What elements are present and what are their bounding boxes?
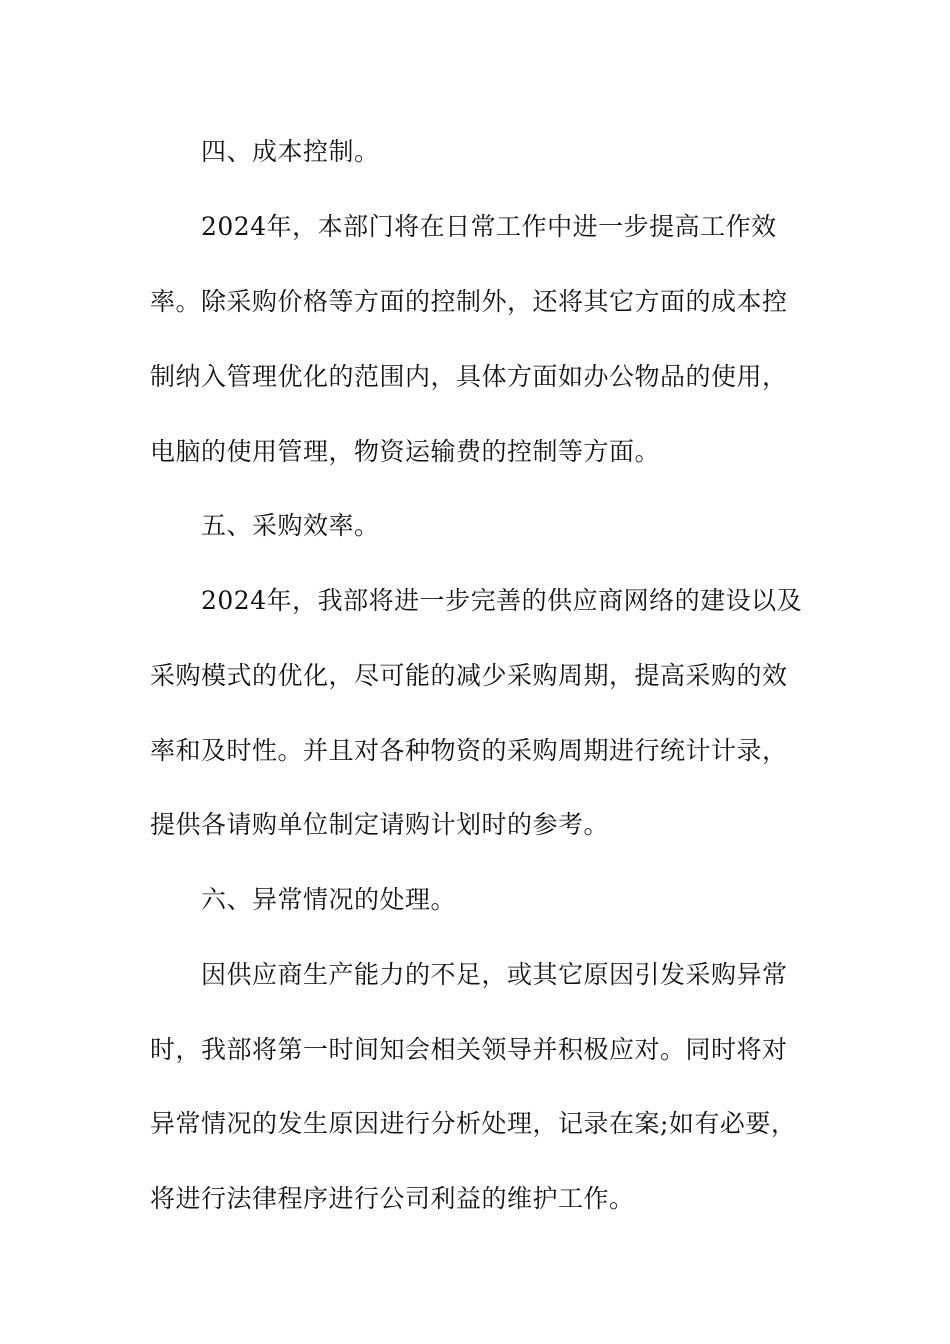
paragraph-line: 因供应商生产能力的不足，或其它原因引发采购异常 (201, 960, 788, 989)
paragraph-line: 时，我部将第一时间知会相关领导并积极应对。同时将对 (150, 1035, 788, 1064)
paragraph-line: 电脑的使用管理，物资运输费的控制等方面。 (150, 437, 661, 466)
paragraph-line: 率。除采购价格等方面的控制外，还将其它方面的成本控 (150, 287, 788, 316)
paragraph-line: 异常情况的发生原因进行分析处理，记录在案;如有必要， (150, 1109, 797, 1138)
paragraph-line: 2024年，本部门将在日常工作中进一步提高工作效 (201, 212, 777, 241)
paragraph-line: 2024年，我部将进一步完善的供应商网络的建设以及 (201, 586, 803, 615)
paragraph-line: 将进行法律程序进行公司利益的维护工作。 (150, 1184, 635, 1213)
section-heading-cost-control: 四、成本控制。 (201, 137, 380, 166)
paragraph-line: 率和及时性。并且对各种物资的采购周期进行统计计录， (150, 736, 788, 765)
section-heading-purchasing-efficiency: 五、采购效率。 (201, 511, 380, 540)
paragraph-line: 制纳入管理优化的范围内，具体方面如办公物品的使用， (150, 362, 788, 391)
paragraph-line: 提供各请购单位制定请购计划时的参考。 (150, 810, 610, 839)
paragraph-line: 采购模式的优化，尽可能的减少采购周期，提高采购的效 (150, 661, 788, 690)
section-heading-exception-handling: 六、异常情况的处理。 (201, 885, 457, 914)
